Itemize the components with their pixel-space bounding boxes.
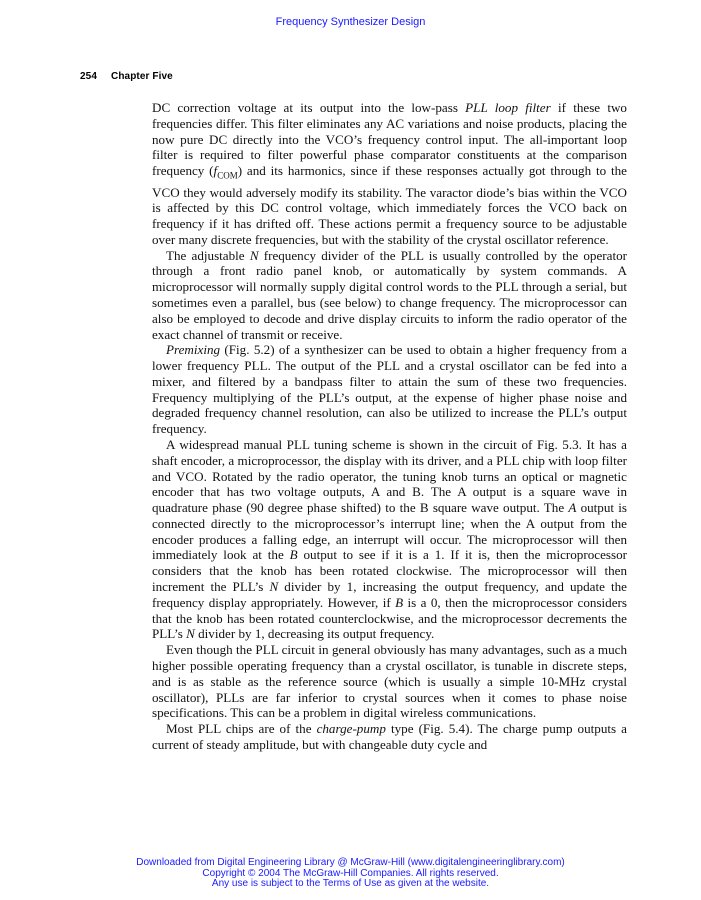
- chapter-title: Chapter Five: [111, 71, 173, 82]
- page-number: 254: [80, 71, 97, 82]
- footer-terms-link[interactable]: Any use is subject to the Terms of Use as given at the website.: [211, 878, 490, 890]
- symbol-n: N: [249, 247, 259, 263]
- text-run: output is connected directly to the microprocessor’s interrupt line; when the A output from the encoder produces a falling edge, an interrupt will occur. The microprocessor will then immediately look at the: [152, 500, 627, 563]
- footer: [0, 858, 701, 890]
- text-run: divider by 1, decreasing its output frequency.: [194, 626, 435, 642]
- paragraph-4: [152, 437, 627, 642]
- text-run: if these two frequencies differ. This filter eliminates any AC variations and noise products, placing the now pure DC directly into the VCO’s frequency control input. The all-important loop filter is required to filter powerful phase comparator constituents at the comparison frequency (: [152, 100, 627, 179]
- text-run: DC correction voltage at its output into the low-pass: [152, 100, 466, 115]
- paragraph-6: [152, 721, 627, 753]
- symbol-b: B: [395, 594, 404, 610]
- text-run: is a 0, then the microprocessor considers that the knob has been rotated counterclockwise, and the microprocessor decrements the PLL’s: [152, 594, 627, 642]
- symbol-f: f: [213, 163, 218, 179]
- paragraph-2: [152, 248, 627, 343]
- text-run: divider by 1, increasing the output frequency, and update the frequency display appropriately. However, if: [152, 579, 627, 610]
- footer-copyright: Copyright © 2004 The McGraw-Hill Companies. All rights reserved.: [202, 867, 499, 879]
- paragraph-3: [152, 342, 627, 437]
- body-text: [152, 100, 627, 753]
- term-charge-pump: charge-pump: [316, 721, 386, 737]
- symbol-b: B: [289, 547, 298, 563]
- text-run: ) and its harmonics, since if these responses actually got through to the VCO they would adversely modify its stability. The varactor diode’s bias within the VCO is affected by this DC control voltage, which immediately forces the VCO back on frequency if it has drifted off. These actions permit a frequency source to be adjustable over many discrete frequencies, but with the stability of the crystal oscillator reference.: [152, 163, 627, 247]
- symbol-n: N: [186, 626, 195, 642]
- header-link[interactable]: Frequency Synthesizer Design: [275, 16, 426, 28]
- text-run: A widespread manual PLL tuning scheme is shown in the circuit of Fig. 5.3. It has a shaft encoder, a microprocessor, the display with its driver, and a PLL chip with loop filter and VCO. Rotated by the radio operator, the tuning knob turns an optical or magnetic encoder that has two voltage outputs, A and B. The A output is a square wave in quadrature phase (90 degree phase shifted) to the B square wave output. The: [152, 437, 627, 516]
- running-head: [80, 71, 173, 82]
- text-run: output to see if it is a 1. If it is, then the microprocessor considers that the knob has been rotated clockwise. The microprocessor will then increment the PLL’s: [152, 547, 627, 595]
- term-pll-loop-filter: PLL loop filter: [465, 100, 551, 115]
- text-run: Most PLL chips are of the: [166, 721, 317, 737]
- text-run: type (Fig. 5.4). The charge pump outputs a current of steady amplitude, but with changeable duty cycle and: [152, 721, 627, 752]
- text-run: frequency divider of the PLL is usually controlled by the operator through a front radio panel knob, or automatically by system commands. A microprocessor will normally supply digital control words to the PLL through a serial, but sometimes even a parallel, bus (see below) to change frequency. The microprocessor can also be employed to decode and drive display circuits to inform the radio operator of the exact channel of transmit or receive.: [152, 247, 627, 342]
- term-premixing: Premixing: [166, 342, 221, 358]
- symbol-a: A: [568, 500, 577, 516]
- text-run: The adjustable: [166, 247, 250, 263]
- footer-download-link[interactable]: Downloaded from Digital Engineering Library @ McGraw-Hill (www.digitalengineeringlibrary.com): [136, 857, 565, 868]
- text-run: (Fig. 5.2) of a synthesizer can be used to obtain a higher frequency from a lower frequency PLL. The output of the PLL and a crystal oscillator can be fed into a mixer, and filtered by a bandpass filter to attain the sum of these two frequencies. Frequency multiplying of the PLL’s output, at the expense of higher phase noise and degraded frequency channel resolution, can also be utilized to increase the PLL’s output frequency.: [152, 342, 627, 437]
- paragraph-1: [152, 100, 627, 248]
- paragraph-5: Even though the PLL circuit in general obviously has many advantages, such as a much higher possible operating frequency than a crystal oscillator, is tunable in discrete steps, and is as stable as the reference source (which is usually a simple 10-MHz crystal oscillator), PLLs are far inferior to crystal sources when it comes to phase noise specifications. This can be a problem in digital wireless communications.: [152, 642, 627, 721]
- symbol-n: N: [269, 579, 279, 595]
- subscript-com: COM: [217, 170, 238, 181]
